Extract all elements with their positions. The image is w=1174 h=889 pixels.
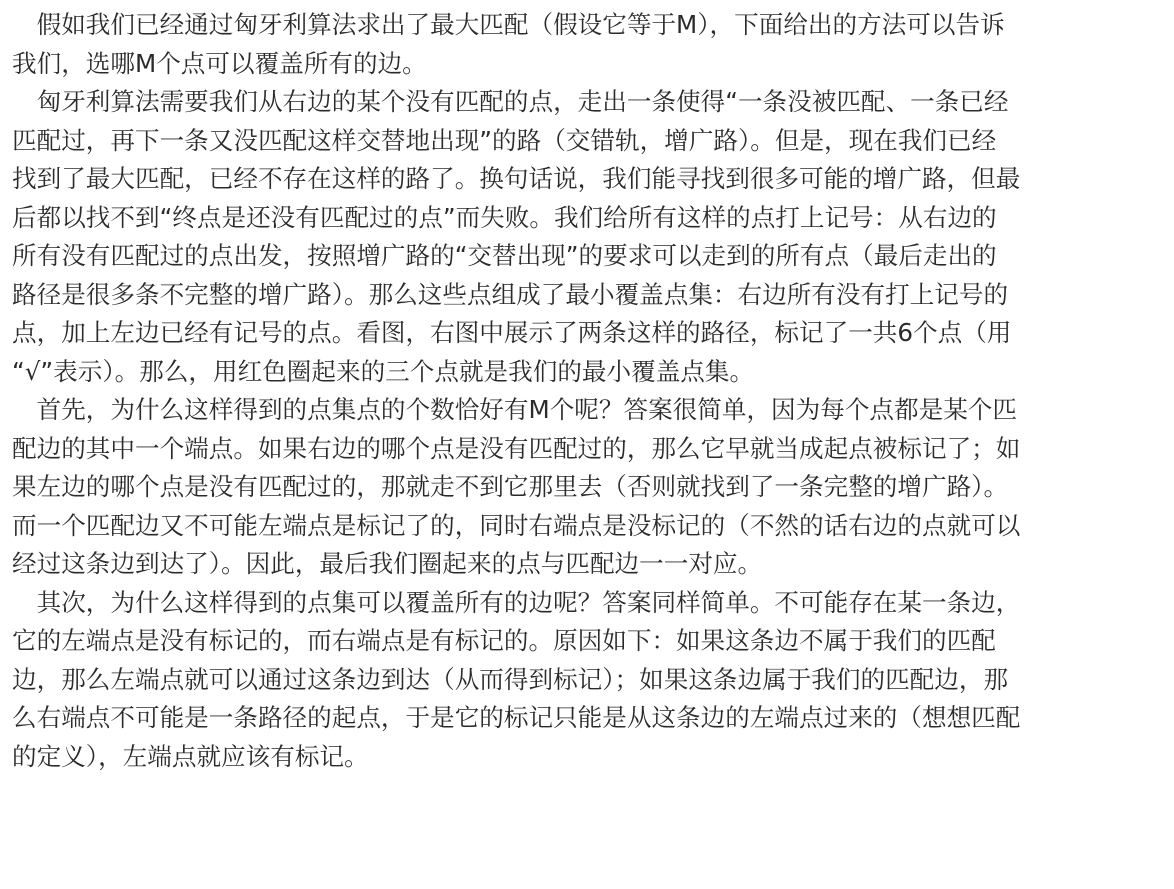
- paragraph-4-line-3: 边，那么左端点就可以通过这条边到达（从而得到标记）；如果这条边属于我们的匹配边，那: [12, 664, 1009, 694]
- paragraph-4-line-4: 么右端点不可能是一条路径的起点，于是它的标记只能是从这条边的左端点过来的（想想匹配: [12, 703, 1021, 732]
- paragraph-2-line-1: 匈牙利算法需要我们从右边的某个没有匹配的点，走出一条使得“一条没被匹配、一条已经: [12, 87, 1009, 116]
- paragraph-2-line-8: “√”表示）。那么，用红色圈起来的三个点就是我们的最小覆盖点集。: [12, 356, 755, 386]
- paragraph-3-line-3: 果左边的哪个点是没有匹配过的，那就走不到它那里去（否则就找到了一条完整的增广路）。: [12, 472, 1009, 501]
- paragraph-4-line-5: 的定义），左端点就应该有标记。: [12, 741, 369, 771]
- paragraph-2-line-4: 后都以找不到“终点是还没有匹配过的点”而失败。我们给所有这样的点打上记号：从右边的: [12, 202, 997, 232]
- paragraph-3-line-4: 而一个匹配边又不可能左端点是标记了的，同时右端点是没标记的（不然的话右边的点就可以: [12, 510, 1021, 540]
- paragraph-3-line-1: 首先，为什么这样得到的点集点的个数恰好有M个呢？答案很简单，因为每个点都是某个匹: [12, 395, 1017, 424]
- paragraph-2-line-2: 匹配过，再下一条又没匹配这样交替地出现”的路（交错轨，增广路）。但是，现在我们已经: [12, 125, 997, 155]
- paragraph-4-line-1: 其次，为什么这样得到的点集可以覆盖所有的边呢？答案同样简单。不可能存在某一条边，: [12, 587, 1021, 617]
- paragraph-2-line-6: 路径是很多条不完整的增广路）。那么这些点组成了最小覆盖点集：右边所有没有打上记号的: [12, 279, 1009, 309]
- paragraph-2-line-3: 找到了最大匹配，已经不存在这样的路了。换句话说，我们能寻找到很多可能的增广路，但最: [12, 164, 1021, 193]
- paragraph-1-line-1: 假如我们已经通过匈牙利算法求出了最大匹配（假设它等于M），下面给出的方法可以告诉: [12, 10, 1005, 39]
- paragraph-2-line-7: 点，加上左边已经有记号的点。看图，右图中展示了两条这样的路径，标记了一共6个点（用: [12, 318, 1012, 347]
- paragraph-3-line-2: 配边的其中一个端点。如果右边的哪个点是没有匹配过的，那么它早就当成起点被标记了；如: [12, 433, 1021, 463]
- paragraph-4-line-2: 它的左端点是没有标记的，而右端点是有标记的。原因如下：如果这条边不属于我们的匹配: [12, 626, 996, 655]
- paragraph-3-line-5: 经过这条边到达了）。因此，最后我们圈起来的点与匹配边一一对应。: [12, 549, 763, 578]
- paragraph-2-line-5: 所有没有匹配过的点出发，按照增广路的“交替出现”的要求可以走到的所有点（最后走出的: [12, 241, 997, 270]
- paragraph-1-line-2: 我们，选哪M个点可以覆盖所有的边。: [12, 48, 427, 78]
